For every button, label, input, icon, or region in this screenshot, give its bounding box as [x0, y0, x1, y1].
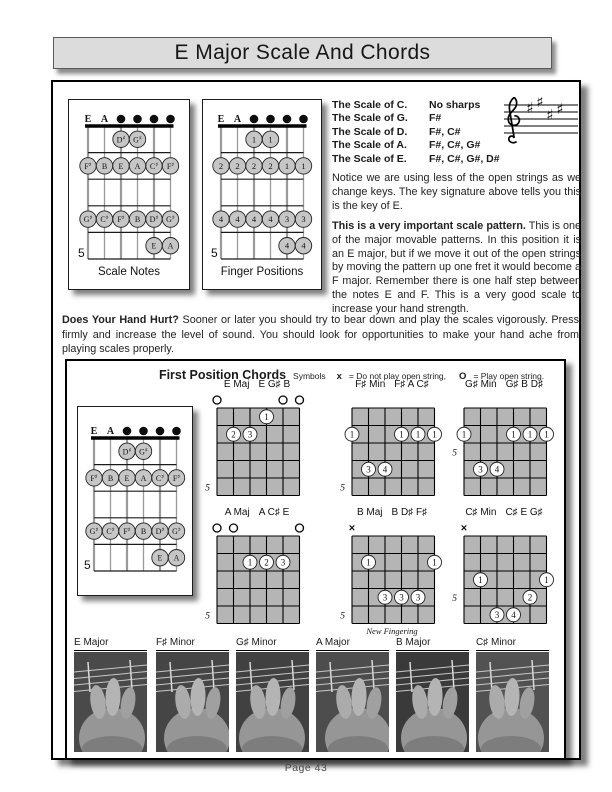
- svg-text:3: 3: [382, 592, 388, 603]
- svg-text:3: 3: [366, 464, 371, 475]
- svg-text:♯: ♯: [526, 99, 534, 117]
- chord-notes: B D♯ F♯: [391, 507, 428, 518]
- photo-label: A Major: [316, 637, 389, 651]
- svg-text:C♯: C♯: [155, 473, 165, 483]
- svg-text:2: 2: [218, 160, 224, 171]
- finger-positions-caption: Finger Positions: [220, 266, 304, 278]
- svg-text:F♯: F♯: [90, 473, 98, 483]
- chord-block: [195, 506, 319, 625]
- svg-text:G♯: G♯: [89, 526, 99, 537]
- chord-photo: [476, 652, 549, 752]
- svg-text:1: 1: [432, 557, 437, 568]
- chord-name: G♯ Min: [465, 379, 497, 390]
- svg-text:F♯: F♯: [117, 214, 125, 225]
- svg-text:F♯: F♯: [123, 526, 131, 537]
- svg-text:3: 3: [301, 214, 306, 225]
- treble-clef-staff: [492, 97, 580, 145]
- chord-notes: G♯ B D♯: [505, 379, 543, 390]
- svg-text:1: 1: [544, 429, 549, 440]
- photo-label: C♯ Minor: [476, 637, 549, 651]
- para-important-lead: This is a very important scale pattern.: [332, 220, 526, 232]
- photo-label: B Major: [396, 637, 469, 651]
- svg-text:3: 3: [247, 429, 253, 440]
- svg-text:5: 5: [205, 483, 210, 494]
- svg-text:D♯: D♯: [155, 526, 165, 537]
- page-title: E Major Scale And Chords: [174, 41, 431, 64]
- svg-text:3: 3: [415, 592, 421, 603]
- svg-text:4: 4: [511, 609, 516, 620]
- scale-notes-diagram-small: [81, 419, 189, 575]
- svg-text:A: A: [140, 473, 147, 483]
- first-position-chords-box: [65, 359, 566, 760]
- chord-name: A Maj: [224, 507, 250, 518]
- scale-notes-panel: [68, 99, 190, 290]
- key-signature-icon: [492, 97, 580, 145]
- photo-label: E Major: [74, 637, 147, 651]
- chord-block: [330, 378, 454, 497]
- scale-value: F#, C#, G#, D#: [429, 152, 500, 165]
- para-notice: Notice we are using less of the open strings as we change keys. The key signature above tells you this is the key of E.: [332, 172, 581, 212]
- chord-photo-image: [396, 652, 469, 752]
- scale-label: The Scale of E.: [332, 152, 407, 165]
- svg-text:F♯: F♯: [84, 161, 92, 171]
- photo-label: F♯ Minor: [156, 637, 229, 651]
- svg-text:G♯: G♯: [166, 214, 175, 225]
- title-box: [53, 37, 552, 69]
- mute-symbol: x: [336, 371, 342, 382]
- legend-open-text: = Play open string.: [473, 371, 545, 381]
- svg-text:1: 1: [415, 429, 421, 440]
- svg-text:1: 1: [349, 429, 355, 440]
- svg-text:F♯: F♯: [172, 473, 181, 483]
- finger-positions-diagram: [208, 107, 316, 263]
- scale-table-row: [332, 99, 502, 112]
- chord-photo-image: [236, 652, 309, 752]
- svg-text:D♯: D♯: [116, 134, 126, 145]
- svg-text:×: ×: [348, 522, 356, 535]
- svg-text:♯: ♯: [556, 100, 564, 118]
- legend-intro: Symbols: [293, 371, 326, 381]
- chord-title: [330, 506, 454, 519]
- chord-caption: New Fingering: [366, 626, 418, 636]
- scale-value: F#, C#, G#: [429, 139, 481, 152]
- svg-text:1: 1: [399, 429, 404, 440]
- svg-text:G♯: G♯: [83, 214, 93, 225]
- svg-text:E: E: [217, 114, 225, 125]
- svg-text:E: E: [124, 473, 130, 483]
- svg-text:B: B: [101, 161, 108, 171]
- svg-text:4: 4: [494, 464, 500, 475]
- svg-text:C♯: C♯: [149, 161, 159, 171]
- svg-text:1: 1: [527, 429, 533, 440]
- chord-diagram: [442, 519, 566, 625]
- chords-heading-title: First Position Chords: [158, 368, 287, 382]
- scale-label: The Scale of A.: [332, 139, 407, 152]
- svg-text:G♯: G♯: [139, 446, 148, 457]
- chord-title: [195, 378, 319, 391]
- chord-name: F♯ Min: [355, 379, 386, 390]
- svg-text:A: A: [106, 426, 115, 437]
- para-hand-hurt: [62, 313, 579, 357]
- svg-text:5: 5: [452, 448, 457, 459]
- para-important: [332, 220, 581, 317]
- svg-text:3: 3: [284, 214, 290, 225]
- svg-text:3: 3: [280, 557, 286, 568]
- svg-text:B: B: [107, 473, 114, 483]
- scale-value: No sharps: [429, 99, 481, 111]
- svg-text:A: A: [100, 114, 109, 125]
- svg-text:×: ×: [460, 522, 468, 535]
- svg-text:G♯: G♯: [133, 134, 142, 145]
- svg-text:1: 1: [478, 574, 483, 585]
- scale-notes-fretboard: [69, 107, 189, 263]
- svg-text:B: B: [134, 215, 141, 225]
- svg-text:5: 5: [211, 246, 218, 260]
- svg-text:♯: ♯: [536, 97, 544, 111]
- scale-table: [332, 99, 502, 166]
- legend-mute-text: = Do not play open string,: [348, 371, 447, 381]
- chord-diagram: [330, 391, 454, 497]
- scale-label: The Scale of D.: [332, 125, 408, 138]
- chord-photo-image: [74, 652, 147, 752]
- chord-diagram: [330, 519, 454, 625]
- svg-text:4: 4: [301, 240, 306, 251]
- chord-photo-image: [316, 652, 389, 752]
- scale-value: F#: [429, 112, 442, 125]
- svg-text:G♯: G♯: [172, 526, 181, 537]
- svg-text:4: 4: [251, 214, 257, 225]
- svg-text:2: 2: [268, 160, 273, 171]
- svg-text:F♯: F♯: [166, 161, 175, 171]
- scale-notes-panel-small: [77, 406, 193, 596]
- chord-block: [195, 378, 319, 497]
- svg-text:3: 3: [399, 592, 404, 603]
- chord-photo: [396, 652, 469, 752]
- svg-text:1: 1: [432, 429, 437, 440]
- svg-text:1: 1: [511, 429, 516, 440]
- svg-text:E: E: [84, 114, 92, 125]
- svg-text:1: 1: [247, 557, 253, 568]
- scale-table-row: [332, 139, 502, 152]
- svg-text:2: 2: [264, 557, 269, 568]
- svg-text:4: 4: [218, 214, 224, 225]
- scale-table-row: [332, 126, 502, 139]
- chord-notes: F♯ A C♯: [394, 379, 429, 390]
- chord-photo-image: [476, 652, 549, 752]
- svg-text:4: 4: [268, 214, 273, 225]
- svg-text:D♯: D♯: [149, 214, 159, 225]
- svg-text:5: 5: [78, 246, 85, 260]
- chord-name: E Maj: [223, 379, 250, 390]
- svg-text:5: 5: [205, 611, 210, 622]
- page-number: Page 43: [284, 762, 328, 774]
- svg-text:1: 1: [251, 134, 257, 145]
- para-hand-lead: Does Your Hand Hurt?: [62, 314, 179, 326]
- svg-text:1: 1: [366, 557, 371, 568]
- svg-text:1: 1: [544, 574, 549, 585]
- finger-positions-fretboard: [203, 107, 321, 263]
- svg-text:C♯: C♯: [100, 214, 109, 225]
- chord-name: B Maj: [356, 507, 383, 518]
- chord-title: [442, 378, 566, 391]
- svg-text:E: E: [118, 161, 124, 171]
- scale-notes-fretboard-small: [78, 419, 192, 575]
- chord-photo: [156, 652, 229, 752]
- chord-diagram: [195, 391, 319, 497]
- svg-text:2: 2: [251, 160, 257, 171]
- chord-photo: [74, 652, 147, 752]
- scale-label: The Scale of C.: [332, 99, 408, 111]
- svg-text:2: 2: [527, 592, 533, 603]
- chord-diagram: [195, 519, 319, 625]
- svg-text:1: 1: [264, 411, 269, 422]
- chord-notes: E G♯ B: [258, 379, 291, 390]
- svg-text:A: A: [167, 241, 174, 251]
- scale-table-row: [332, 112, 502, 125]
- main-content-box: [51, 80, 581, 760]
- scale-label: The Scale of G.: [332, 112, 408, 125]
- open-symbol: O: [459, 371, 467, 382]
- svg-text:♯: ♯: [546, 106, 554, 124]
- chord-name: C♯ Min: [465, 507, 497, 518]
- chord-notes: C♯ E G♯: [505, 507, 543, 518]
- scale-notes-diagram: [75, 107, 183, 263]
- svg-text:5: 5: [84, 558, 91, 572]
- svg-text:5: 5: [452, 593, 457, 604]
- svg-text:1: 1: [301, 160, 306, 171]
- svg-text:E: E: [90, 426, 98, 437]
- chord-title: [195, 506, 319, 519]
- scale-value: F#, C#: [429, 125, 461, 138]
- svg-text:4: 4: [235, 214, 240, 225]
- svg-text:B: B: [140, 527, 147, 537]
- chord-title: [330, 378, 454, 391]
- svg-text:D♯: D♯: [122, 446, 132, 457]
- svg-text:5: 5: [340, 611, 345, 622]
- svg-text:A: A: [134, 161, 141, 171]
- chord-notes: A C♯ E: [258, 507, 290, 518]
- svg-text:A: A: [233, 114, 242, 125]
- svg-text:2: 2: [235, 160, 240, 171]
- chord-diagram: [442, 391, 566, 497]
- chord-block: [442, 378, 566, 497]
- scale-table-row: [332, 153, 502, 166]
- svg-text:2: 2: [231, 429, 236, 440]
- svg-text:C♯: C♯: [106, 526, 115, 537]
- svg-text:A: A: [173, 553, 180, 563]
- para-hand-rest: Sooner or later you should try to bear down and play the scales vigorously. Press firmly and increase the level of sound. You should look for opportunities to make your hand ache from playing scales properly.: [62, 314, 579, 355]
- chord-title: [442, 506, 566, 519]
- svg-text:4: 4: [382, 464, 388, 475]
- svg-text:E: E: [157, 553, 163, 563]
- chord-photo-image: [156, 652, 229, 752]
- svg-text:3: 3: [494, 609, 500, 620]
- photo-label: G♯ Minor: [236, 637, 309, 651]
- svg-text:E: E: [151, 241, 157, 251]
- chord-block: [442, 506, 566, 625]
- chord-photo: [236, 652, 309, 752]
- para-important-rest: This is one of the major movable patterns. In this position it is an E major, but if we move it out of the open strings by moving the pattern up one fret it would become a F major. Remember there is one half step between the notes E and F. This is a very good scale to increase your hand strength.: [332, 220, 582, 315]
- scale-notes-caption: Scale Notes: [97, 266, 160, 278]
- svg-text:4: 4: [284, 240, 290, 251]
- chord-photo: [316, 652, 389, 752]
- finger-positions-panel: [202, 99, 322, 290]
- svg-text:3: 3: [478, 464, 483, 475]
- svg-text:5: 5: [340, 483, 345, 494]
- svg-text:1: 1: [268, 134, 273, 145]
- chord-block: [330, 506, 454, 636]
- svg-text:1: 1: [461, 429, 467, 440]
- svg-text:1: 1: [284, 160, 290, 171]
